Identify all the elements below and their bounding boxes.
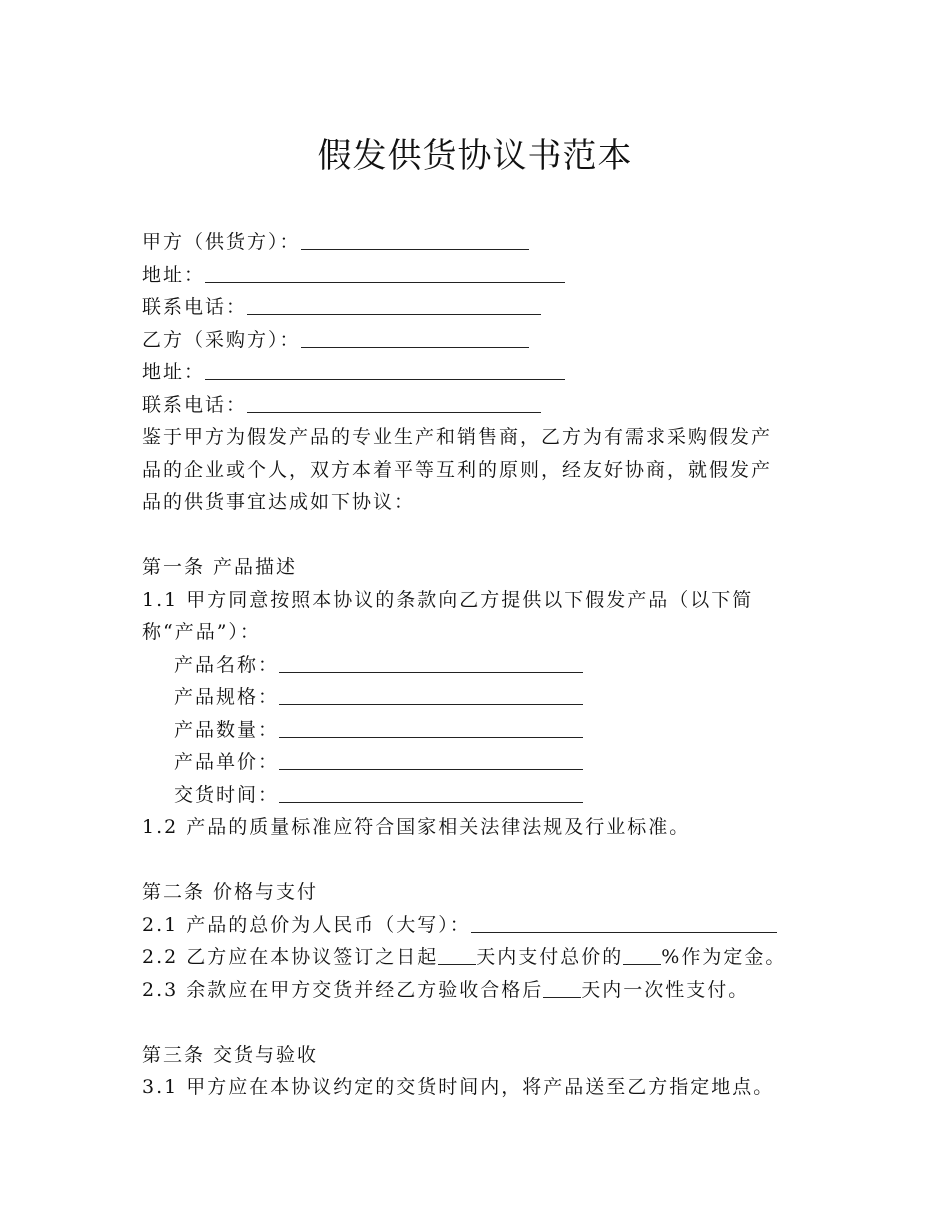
clause-2-1 — [142, 909, 792, 942]
address-b-label: 地址： — [142, 361, 206, 383]
spacer — [142, 519, 792, 552]
phone-a-blank — [247, 292, 541, 315]
article3-heading: 第三条 交货与验收 — [142, 1043, 319, 1066]
party-a-line — [142, 226, 792, 259]
clause-2-2 — [142, 941, 792, 974]
address-a-label: 地址： — [142, 263, 206, 286]
phone-b-blank — [247, 390, 541, 413]
party-a-label: 甲方（供货方）： — [142, 231, 301, 253]
phone-b-label: 联系电话： — [142, 393, 248, 416]
product-quantity-label: 产品数量： — [174, 718, 280, 741]
clause-2-2-text-c: %作为定金。 — [661, 946, 787, 968]
deposit-days-blank — [438, 942, 476, 965]
address-a-line — [142, 259, 792, 292]
product-price-line — [142, 746, 792, 779]
phone-a-line — [142, 291, 792, 324]
spacer — [142, 844, 792, 877]
address-b-blank — [205, 357, 565, 380]
clause-2-3 — [142, 974, 792, 1007]
phone-a-label: 联系电话： — [142, 296, 248, 318]
address-a-blank — [205, 260, 565, 283]
clause-1-1: 1.1 甲方同意按照本协议的条款向乙方提供以下假发产品（以下简称“产品”）： — [142, 588, 754, 643]
delivery-time-label: 交货时间： — [174, 783, 280, 806]
clause-1-2: 1.2 产品的质量标准应符合国家相关法律法规及行业标准。 — [142, 816, 691, 838]
delivery-time-blank — [279, 780, 583, 803]
party-a-blank — [301, 227, 529, 250]
product-name-blank — [279, 650, 583, 673]
phone-b-line — [142, 389, 792, 422]
delivery-time-line — [142, 779, 792, 812]
document-title: 假发供货协议书范本 — [317, 136, 633, 176]
clause-2-1-text: 2.1 产品的总价为人民币（大写）： — [142, 913, 471, 936]
clause-3-1: 3.1 甲方应在本协议约定的交货时间内，将产品送至乙方指定地点。 — [142, 1076, 775, 1098]
article2-heading: 第二条 价格与支付 — [142, 881, 319, 903]
preamble-paragraph: 鉴于甲方为假发产品的专业生产和销售商，乙方为有需求采购假发产品的企业或个人，双方本着平等互利的原则，经友好协商，就假发产品的供货事宜达成如下协议： — [142, 426, 773, 513]
party-b-blank — [301, 325, 529, 348]
clause-2-2-text-b: 天内支付总价的 — [476, 946, 624, 968]
document-body — [142, 226, 792, 1104]
product-name-label: 产品名称： — [174, 653, 280, 676]
product-quantity-blank — [279, 715, 583, 738]
product-spec-label: 产品规格： — [174, 686, 280, 708]
product-price-label: 产品单价： — [174, 751, 280, 773]
address-b-line — [142, 356, 792, 389]
total-price-blank — [471, 910, 777, 933]
party-b-label: 乙方（采购方）： — [142, 328, 301, 351]
spacer — [142, 1006, 792, 1039]
product-spec-blank — [279, 682, 583, 705]
product-spec-line — [142, 681, 792, 714]
product-price-blank — [279, 747, 583, 770]
clause-2-2-text-a: 2.2 乙方应在本协议签订之日起 — [142, 946, 439, 968]
deposit-percent-blank — [623, 942, 661, 965]
clause-2-3-text-a: 2.3 余款应在甲方交货并经乙方验收合格后 — [142, 978, 544, 1001]
article1-heading: 第一条 产品描述 — [142, 556, 298, 578]
clause-2-3-text-b: 天内一次性支付。 — [581, 978, 750, 1001]
product-name-line — [142, 649, 792, 682]
party-b-line — [142, 324, 792, 357]
product-quantity-line — [142, 714, 792, 747]
balance-days-blank — [543, 975, 581, 998]
